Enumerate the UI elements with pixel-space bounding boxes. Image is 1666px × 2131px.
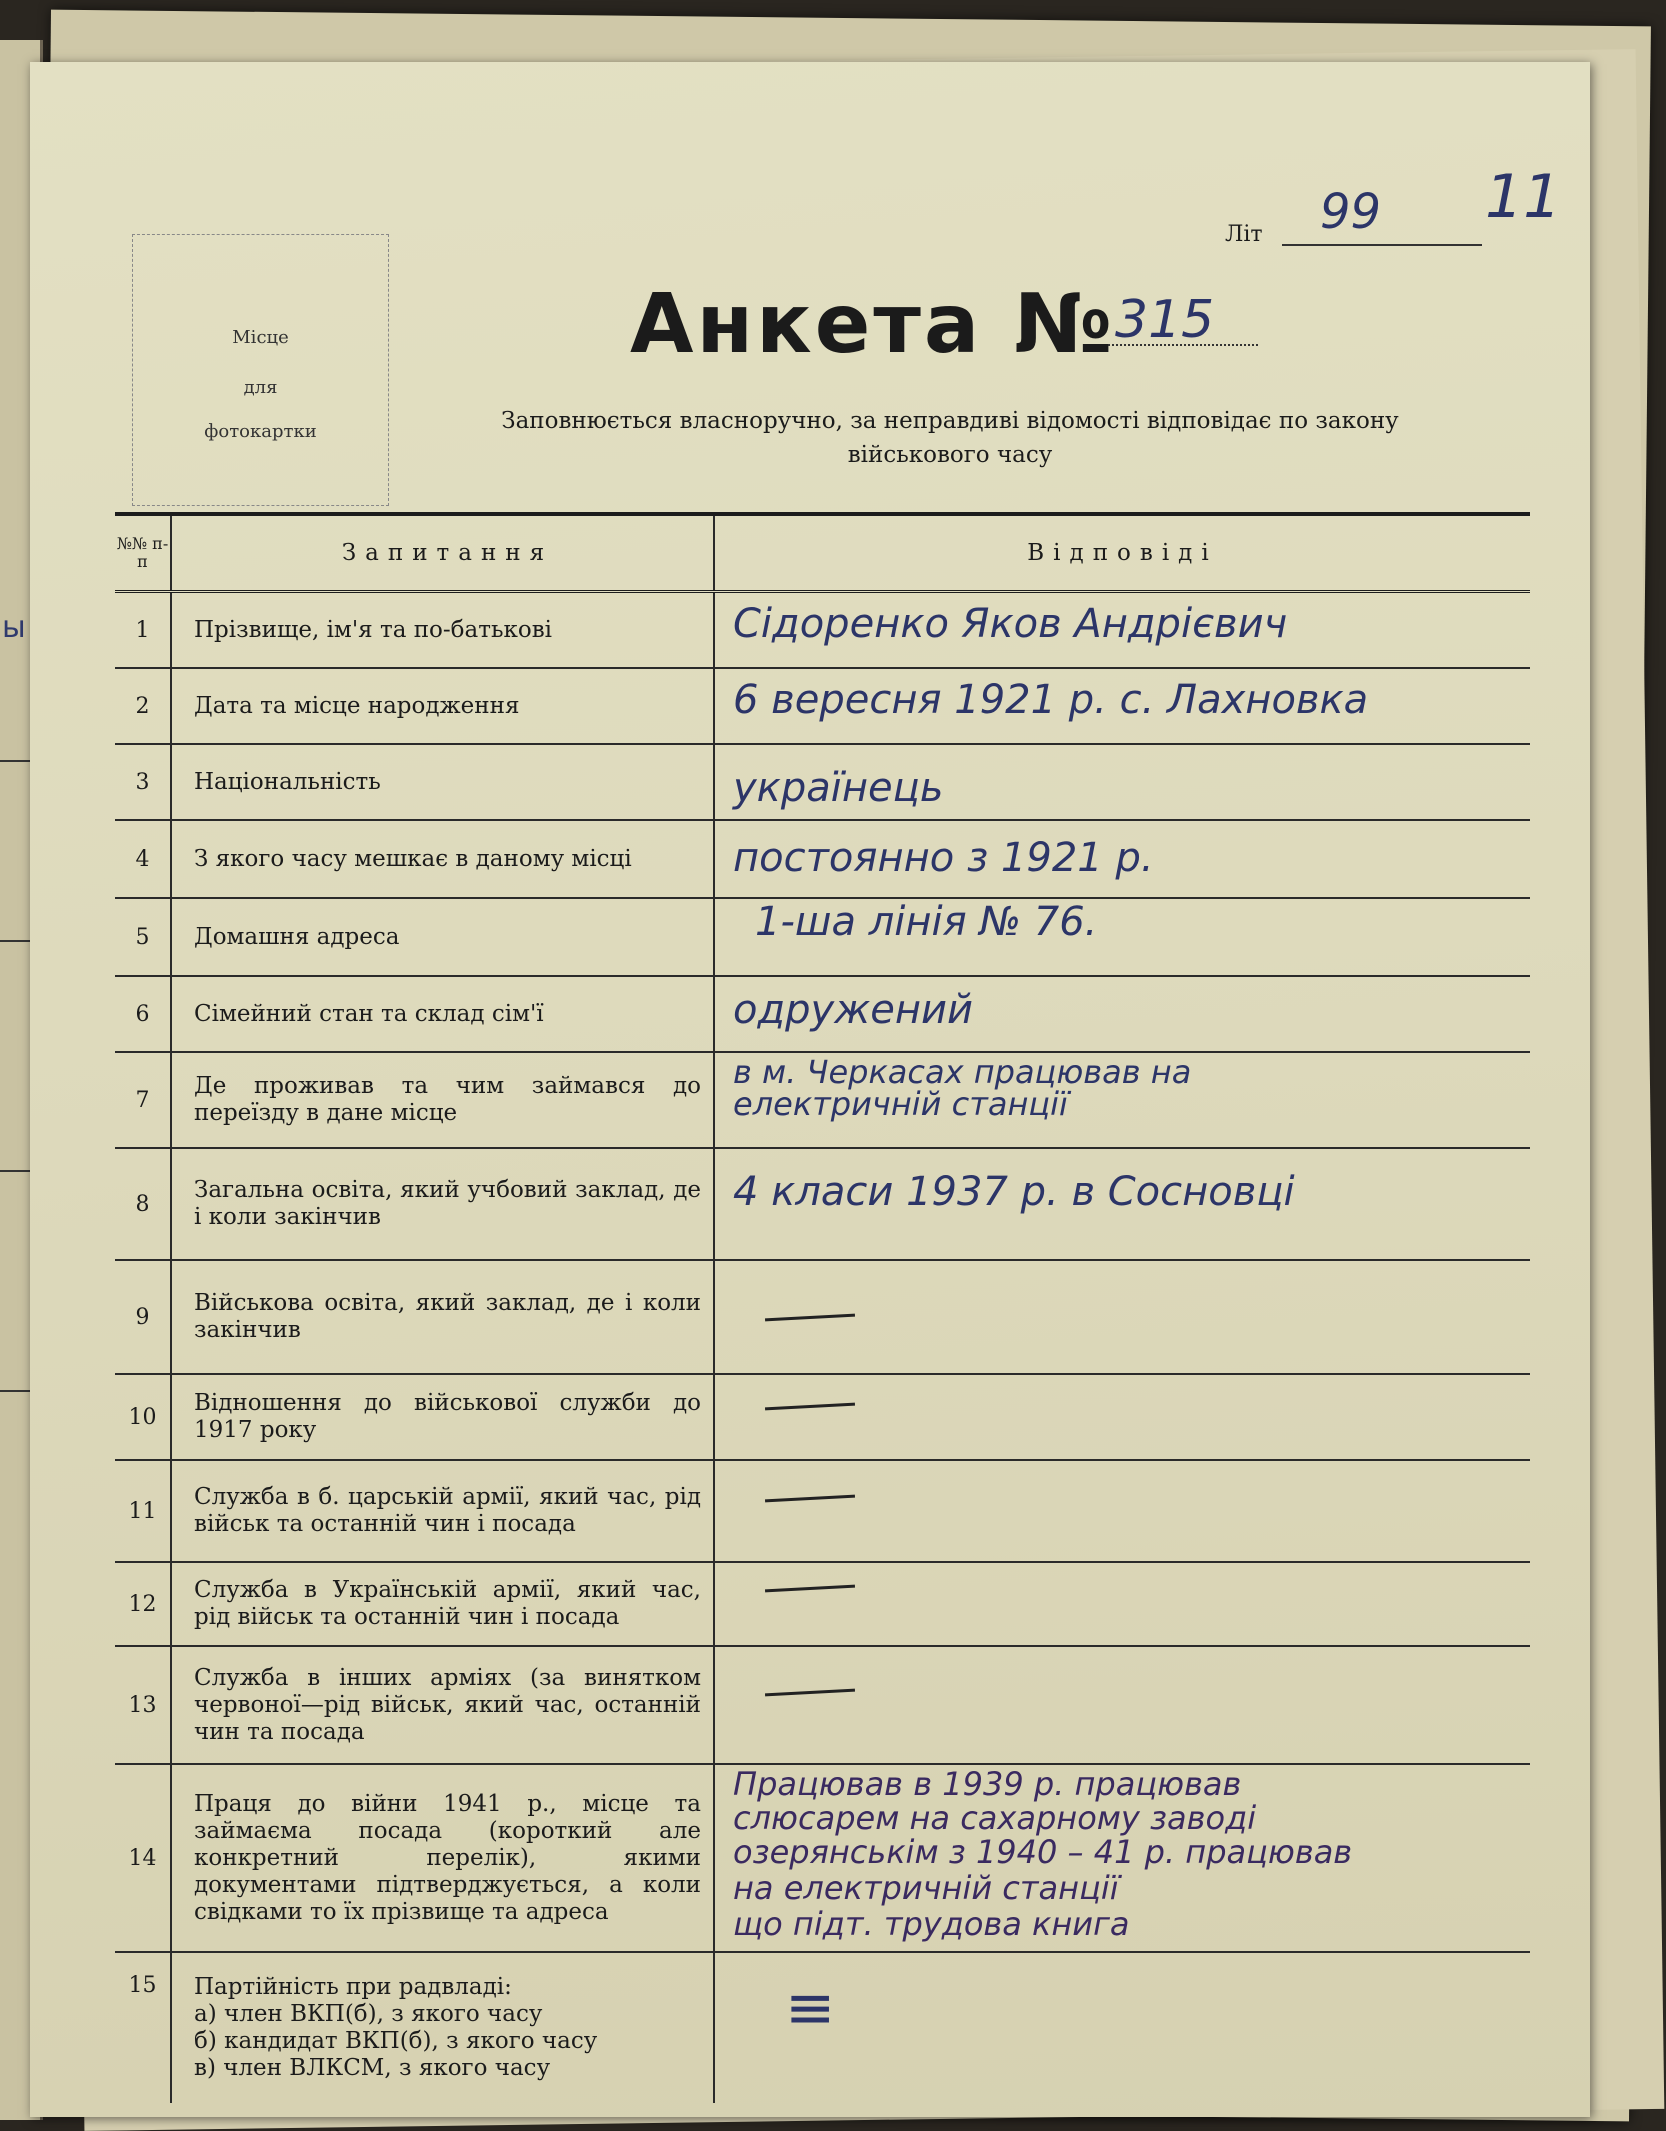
answer-text-line2: електричній станції bbox=[733, 1085, 1068, 1123]
row-question: Сімейний стан та склад сім'ї bbox=[170, 977, 715, 1051]
answer-dash bbox=[765, 1585, 855, 1593]
row-question: Прізвище, ім'я та по-батькові bbox=[170, 593, 715, 667]
row-number: 6 bbox=[115, 977, 172, 1051]
row-number: 9 bbox=[115, 1261, 172, 1373]
answer-text: 1-ша лінія № 76. bbox=[755, 899, 1098, 945]
lit-value: 99 bbox=[1320, 184, 1382, 240]
row-answer bbox=[715, 1149, 1530, 1259]
row-question bbox=[170, 1953, 715, 2103]
answer-text: 4 класи 1937 р. в Сосновці bbox=[733, 1169, 1295, 1215]
answer-text-line5: що підт. трудова книга bbox=[733, 1905, 1130, 1943]
party-line-c: в) член ВЛКСМ, з якого часу bbox=[194, 2055, 551, 2081]
answer-text: ≡ bbox=[785, 1973, 836, 2043]
row-answer bbox=[715, 1953, 1530, 2103]
answer-text-line1: Працював в 1939 р. працював bbox=[733, 1765, 1242, 1803]
table-row bbox=[115, 1053, 1530, 1149]
photo-label-line2: для bbox=[243, 377, 278, 398]
answer-text-line3: озерянськім з 1940 – 41 р. працював bbox=[733, 1833, 1353, 1871]
table-row bbox=[115, 1953, 1530, 2103]
lit-underline bbox=[1282, 244, 1482, 246]
subtitle-line2: військового часу bbox=[847, 442, 1053, 468]
row-question: Військова освіта, який заклад, де і коли закінчив bbox=[170, 1261, 715, 1373]
form-title: Анкета № bbox=[630, 277, 1116, 372]
answer-dash bbox=[765, 1403, 855, 1411]
row-question: Служба в б. царській армії, який час, рід військ та останній чин і посада bbox=[170, 1461, 715, 1561]
left-page-fragment: ы bbox=[2, 610, 26, 645]
photo-label-line1: Місце bbox=[232, 327, 289, 348]
answer-text: Сідоренко Яков Андрієвич bbox=[733, 601, 1288, 647]
row-question: Національність bbox=[170, 745, 715, 819]
answer-text: постоянно з 1921 р. bbox=[733, 835, 1154, 881]
party-line-heading: Партійність при радвладі: bbox=[194, 1974, 512, 2000]
row-number: 14 bbox=[115, 1765, 172, 1951]
left-page-tick bbox=[0, 1170, 32, 1172]
row-answer bbox=[715, 1765, 1530, 1951]
table-row bbox=[115, 977, 1530, 1053]
header-num: №№ п-п bbox=[115, 516, 172, 590]
answer-text: 6 вересня 1921 р. с. Лахновка bbox=[733, 677, 1369, 723]
form-number: 315 bbox=[1115, 290, 1215, 350]
photo-label-line3: фотокартки bbox=[204, 421, 317, 442]
answer-text: одружений bbox=[733, 987, 973, 1033]
left-page-tick bbox=[0, 760, 32, 762]
table-header bbox=[115, 516, 1530, 593]
answer-text-line2: слюсарем на сахарному заводі bbox=[733, 1799, 1257, 1837]
answer-text-line4: на електричній станції bbox=[733, 1869, 1119, 1907]
left-page-tick bbox=[0, 940, 32, 942]
table-row bbox=[115, 745, 1530, 821]
subtitle-line1: Заповнюється власноручно, за неправдиві відомості відповідає по закону bbox=[501, 408, 1399, 434]
row-answer bbox=[715, 593, 1530, 667]
row-number: 10 bbox=[115, 1375, 172, 1459]
photo-placeholder bbox=[132, 234, 389, 506]
table-row bbox=[115, 593, 1530, 669]
left-page-tick bbox=[0, 1390, 32, 1392]
table-row bbox=[115, 1375, 1530, 1461]
row-number: 5 bbox=[115, 899, 172, 975]
row-question: Служба в інших арміях (за винятком червоної—рід військ, який час, останній чин та посада bbox=[170, 1647, 715, 1763]
table-row bbox=[115, 669, 1530, 745]
row-number: 1 bbox=[115, 593, 172, 667]
row-question: Праця до війни 1941 р., місце та займаєма посада (короткий але конкретний перелік), якими документами підтверджується, а коли свідками то їх прізвище та адреса bbox=[170, 1765, 715, 1951]
row-question: Дата та місце народження bbox=[170, 669, 715, 743]
table-row bbox=[115, 1461, 1530, 1563]
table-row bbox=[115, 1563, 1530, 1647]
row-number: 3 bbox=[115, 745, 172, 819]
row-answer bbox=[715, 669, 1530, 743]
questionnaire-table bbox=[115, 512, 1530, 2103]
row-number: 4 bbox=[115, 821, 172, 897]
table-row bbox=[115, 899, 1530, 977]
answer-dash bbox=[765, 1495, 855, 1503]
row-number: 8 bbox=[115, 1149, 172, 1259]
party-line-a: а) член ВКП(б), з якого часу bbox=[194, 2001, 543, 2027]
row-number: 11 bbox=[115, 1461, 172, 1561]
row-number: 13 bbox=[115, 1647, 172, 1763]
answer-dash bbox=[765, 1314, 855, 1322]
answer-text: українець bbox=[733, 765, 944, 811]
table-row bbox=[115, 1149, 1530, 1261]
row-answer bbox=[715, 1461, 1530, 1561]
row-answer bbox=[715, 1647, 1530, 1763]
row-answer bbox=[715, 1261, 1530, 1373]
row-question: З якого часу мешкає в даному місці bbox=[170, 821, 715, 897]
header-answer: Відповіді bbox=[1027, 540, 1218, 566]
answer-text-line1: в м. Черкасах працював на bbox=[733, 1053, 1192, 1091]
questionnaire-sheet bbox=[30, 62, 1590, 2117]
table-row bbox=[115, 1647, 1530, 1765]
row-answer bbox=[715, 977, 1530, 1051]
row-answer bbox=[715, 1375, 1530, 1459]
header-question: Запитання bbox=[170, 516, 715, 590]
row-question: Домашня адреса bbox=[170, 899, 715, 975]
row-question: Де проживав та чим займався до переїзду в дане місце bbox=[170, 1053, 715, 1147]
row-answer bbox=[715, 821, 1530, 897]
row-answer bbox=[715, 1053, 1530, 1147]
table-row bbox=[115, 1261, 1530, 1375]
page-number: 11 bbox=[1485, 162, 1562, 232]
row-answer bbox=[715, 899, 1530, 975]
row-question: Загальна освіта, який учбовий заклад, де і коли закінчив bbox=[170, 1149, 715, 1259]
row-answer bbox=[715, 1563, 1530, 1645]
row-number: 15 bbox=[115, 1953, 172, 2103]
row-answer bbox=[715, 745, 1530, 819]
party-line-b: б) кандидат ВКП(б), з якого часу bbox=[194, 2028, 598, 2054]
row-number: 2 bbox=[115, 669, 172, 743]
table-row bbox=[115, 821, 1530, 899]
lit-label: Літ bbox=[1225, 222, 1263, 247]
row-number: 7 bbox=[115, 1053, 172, 1147]
answer-dash bbox=[765, 1689, 855, 1697]
row-number: 12 bbox=[115, 1563, 172, 1645]
form-subtitle bbox=[420, 404, 1480, 472]
row-question: Відношення до військової служби до 1917 року bbox=[170, 1375, 715, 1459]
row-question: Служба в Українській армії, який час, рід військ та останній чин і посада bbox=[170, 1563, 715, 1645]
table-row bbox=[115, 1765, 1530, 1953]
